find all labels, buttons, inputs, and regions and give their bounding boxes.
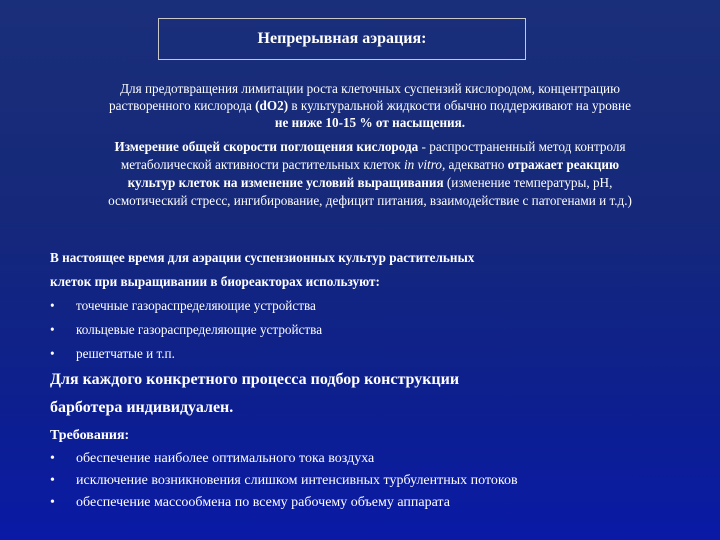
p1-line2-b: (dO2)	[255, 98, 289, 113]
p1-line2-a: растворенного кислорода	[109, 98, 256, 113]
list-item	[50, 470, 700, 492]
list-item-text: обеспечение массообмена по всему рабочему объему аппарата	[76, 495, 450, 510]
list-item-text: решетчатые и т.п.	[76, 346, 175, 361]
paragraph-measurement	[30, 138, 710, 210]
list-item	[50, 492, 700, 514]
p1-line2	[40, 97, 700, 114]
bullet-icon: •	[50, 322, 55, 337]
bullet-icon: •	[50, 473, 55, 488]
p2-l2-bold: отражает реакцию	[507, 157, 620, 172]
list-item-text: точечные газораспределяющие устройства	[76, 298, 316, 313]
title-box	[158, 18, 526, 60]
p2-l3-rest: (изменение температуры, pH,	[443, 175, 613, 190]
p1-line1: Для предотвращения лимитации роста клеточных суспензий кислородом, концентрацию	[120, 81, 620, 96]
list-item	[50, 448, 700, 470]
list-item-text: обеспечение наиболее оптимального тока воздуха	[76, 451, 375, 466]
p2-line3	[30, 174, 710, 192]
p2-line4: осмотический стресс, ингибирование, дефицит питания, взаимодействие с патогенами и т.д.)	[108, 193, 632, 208]
bullet-icon: •	[50, 298, 55, 313]
list-item	[50, 294, 670, 318]
paragraph-aeration	[40, 80, 700, 131]
list-item-text: кольцевые газораспределяющие устройства	[76, 322, 323, 337]
sec2-line2: барботера индивидуален.	[50, 399, 234, 416]
p2-l2-a: метаболической активности растительных клеток	[120, 157, 404, 172]
requirements-heading: Требования:	[50, 428, 130, 443]
section-aeration-devices	[50, 246, 670, 366]
p2-l1-bold: Измерение общей скорости поглощения кислорода	[114, 139, 419, 154]
p2-l2-b: адекватно	[445, 157, 508, 172]
bullet-icon: •	[50, 451, 55, 466]
p2-l3-bold: культур клеток на изменение условий выращивания	[127, 175, 444, 190]
section-sparger	[50, 366, 700, 514]
p1-line2-c: в культуральной жидкости обычно поддерживают на уровне	[288, 98, 631, 113]
list-item-text: исключение возникновения слишком интенсивных турбулентных потоков	[76, 473, 518, 488]
p1-line3: не ниже 10-15 % от насыщения.	[274, 115, 466, 130]
p2-l1-rest: - распространенный метод контроля	[418, 139, 626, 154]
sec1-head1: В настоящее время для аэрации суспензионных культур растительных	[50, 250, 475, 265]
p2-l2-italic: in vitro,	[403, 157, 446, 172]
p2-line2	[30, 156, 710, 174]
list-item	[50, 318, 670, 342]
sec2-line1: Для каждого конкретного процесса подбор конструкции	[50, 371, 460, 388]
p2-line1	[30, 138, 710, 156]
bullet-icon: •	[50, 346, 55, 361]
slide-title: Непрерывная аэрация:	[257, 30, 427, 47]
list-item	[50, 342, 670, 366]
sec1-head2: клеток при выращивании в биореакторах используют:	[50, 274, 380, 289]
bullet-icon: •	[50, 495, 55, 510]
